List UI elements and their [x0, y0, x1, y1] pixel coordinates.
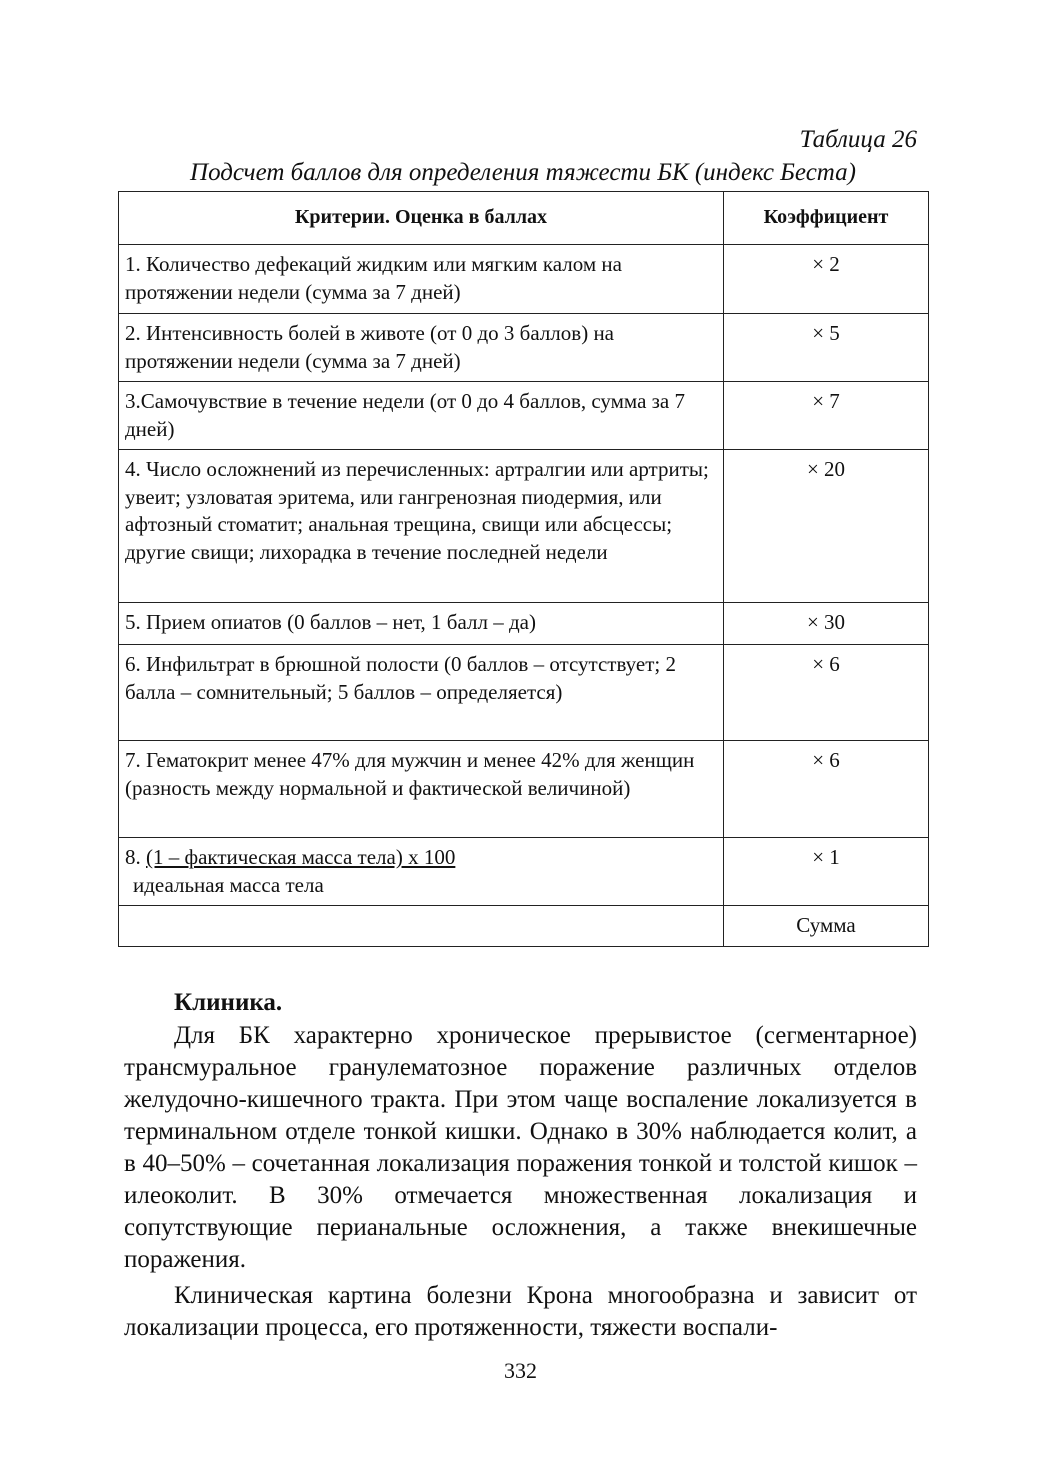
criterion-cell: 7. Гематокрит менее 47% для мужчин и менее 42% для женщин (разность между нормальной и фактической величиной) — [119, 741, 724, 838]
coefficient-cell: × 1 — [724, 838, 929, 906]
header-coefficient: Коэффициент — [724, 192, 929, 245]
coefficient-cell: × 7 — [724, 382, 929, 450]
table-row — [119, 603, 929, 645]
table-row — [119, 450, 929, 603]
table-row — [119, 741, 929, 838]
table-row-sum — [119, 906, 929, 947]
coefficient-cell: × 5 — [724, 314, 929, 382]
criterion-cell: 2. Интенсивность болей в животе (от 0 до 3 баллов) на протяжении недели (сумма за 7 дней) — [119, 314, 724, 382]
table-row — [119, 245, 929, 314]
criterion-prefix: 8. — [125, 845, 146, 869]
criterion-cell: 6. Инфильтрат в брюшной полости (0 баллов – отсутствует; 2 балла – сомнительный; 5 баллов – определяется) — [119, 645, 724, 741]
criterion-cell-formula — [119, 838, 724, 906]
table-header-row — [119, 192, 929, 245]
header-criteria: Критерии. Оценка в баллах — [119, 192, 724, 245]
table-row — [119, 645, 929, 741]
body-paragraph: Клиническая картина болезни Крона многообразна и зависит от локализации процесса, его протяженности, тяжести воспали- — [124, 1282, 917, 1341]
coefficient-cell: × 30 — [724, 603, 929, 645]
criterion-cell: 1. Количество дефекаций жидким или мягким калом на протяжении недели (сумма за 7 дней) — [119, 245, 724, 314]
criterion-cell: 4. Число осложнений из перечисленных: артралгии или артриты; увеит; узловатая эритема, или гангренозная пиодермия, или афтозный стоматит; анальная трещина, свищи или абсцессы; другие свищи; лихорадка в течение последней недели — [119, 450, 724, 603]
criterion-cell: 5. Прием опиатов (0 баллов – нет, 1 балл – да) — [119, 603, 724, 645]
criterion-cell-empty — [119, 906, 724, 947]
coefficient-cell: × 20 — [724, 450, 929, 603]
page-number: 332 — [504, 1358, 537, 1383]
sum-cell: Сумма — [724, 906, 929, 947]
table-row — [119, 314, 929, 382]
table-row — [119, 838, 929, 906]
section-heading: Клиника. — [174, 989, 283, 1016]
formula-denominator: идеальная масса тела — [133, 872, 324, 897]
table-row — [119, 382, 929, 450]
coefficient-cell: × 2 — [724, 245, 929, 314]
criterion-cell: 3.Самочувствие в течение недели (от 0 до 4 баллов, сумма за 7 дней) — [119, 382, 724, 450]
best-index-table — [118, 191, 929, 947]
coefficient-cell: × 6 — [724, 741, 929, 838]
table-label: Таблица 26 — [799, 126, 917, 153]
body-paragraph: Для БК характерно хроническое прерывистое (сегментарное) трансмуральное гранулематозное поражение различных отделов желудочно-кишечного тракта. При этом чаще воспаление локализуется в терминальном отделе тонкой кишки. Однако в 30% наблюдается колит, а в 40–50% – сочетанная локализация поражения тонкой и толстой кишок – илеоколит. В 30% отмечается множественная локализация и сопутствующие перианальные осложнения, а также внекишечные поражения. — [124, 1022, 917, 1273]
formula-numerator: (1 – фактическая масса тела) x 100 — [146, 845, 456, 869]
table-title: Подсчет баллов для определения тяжести БК (индекс Беста) — [190, 159, 856, 186]
coefficient-cell: × 6 — [724, 645, 929, 741]
